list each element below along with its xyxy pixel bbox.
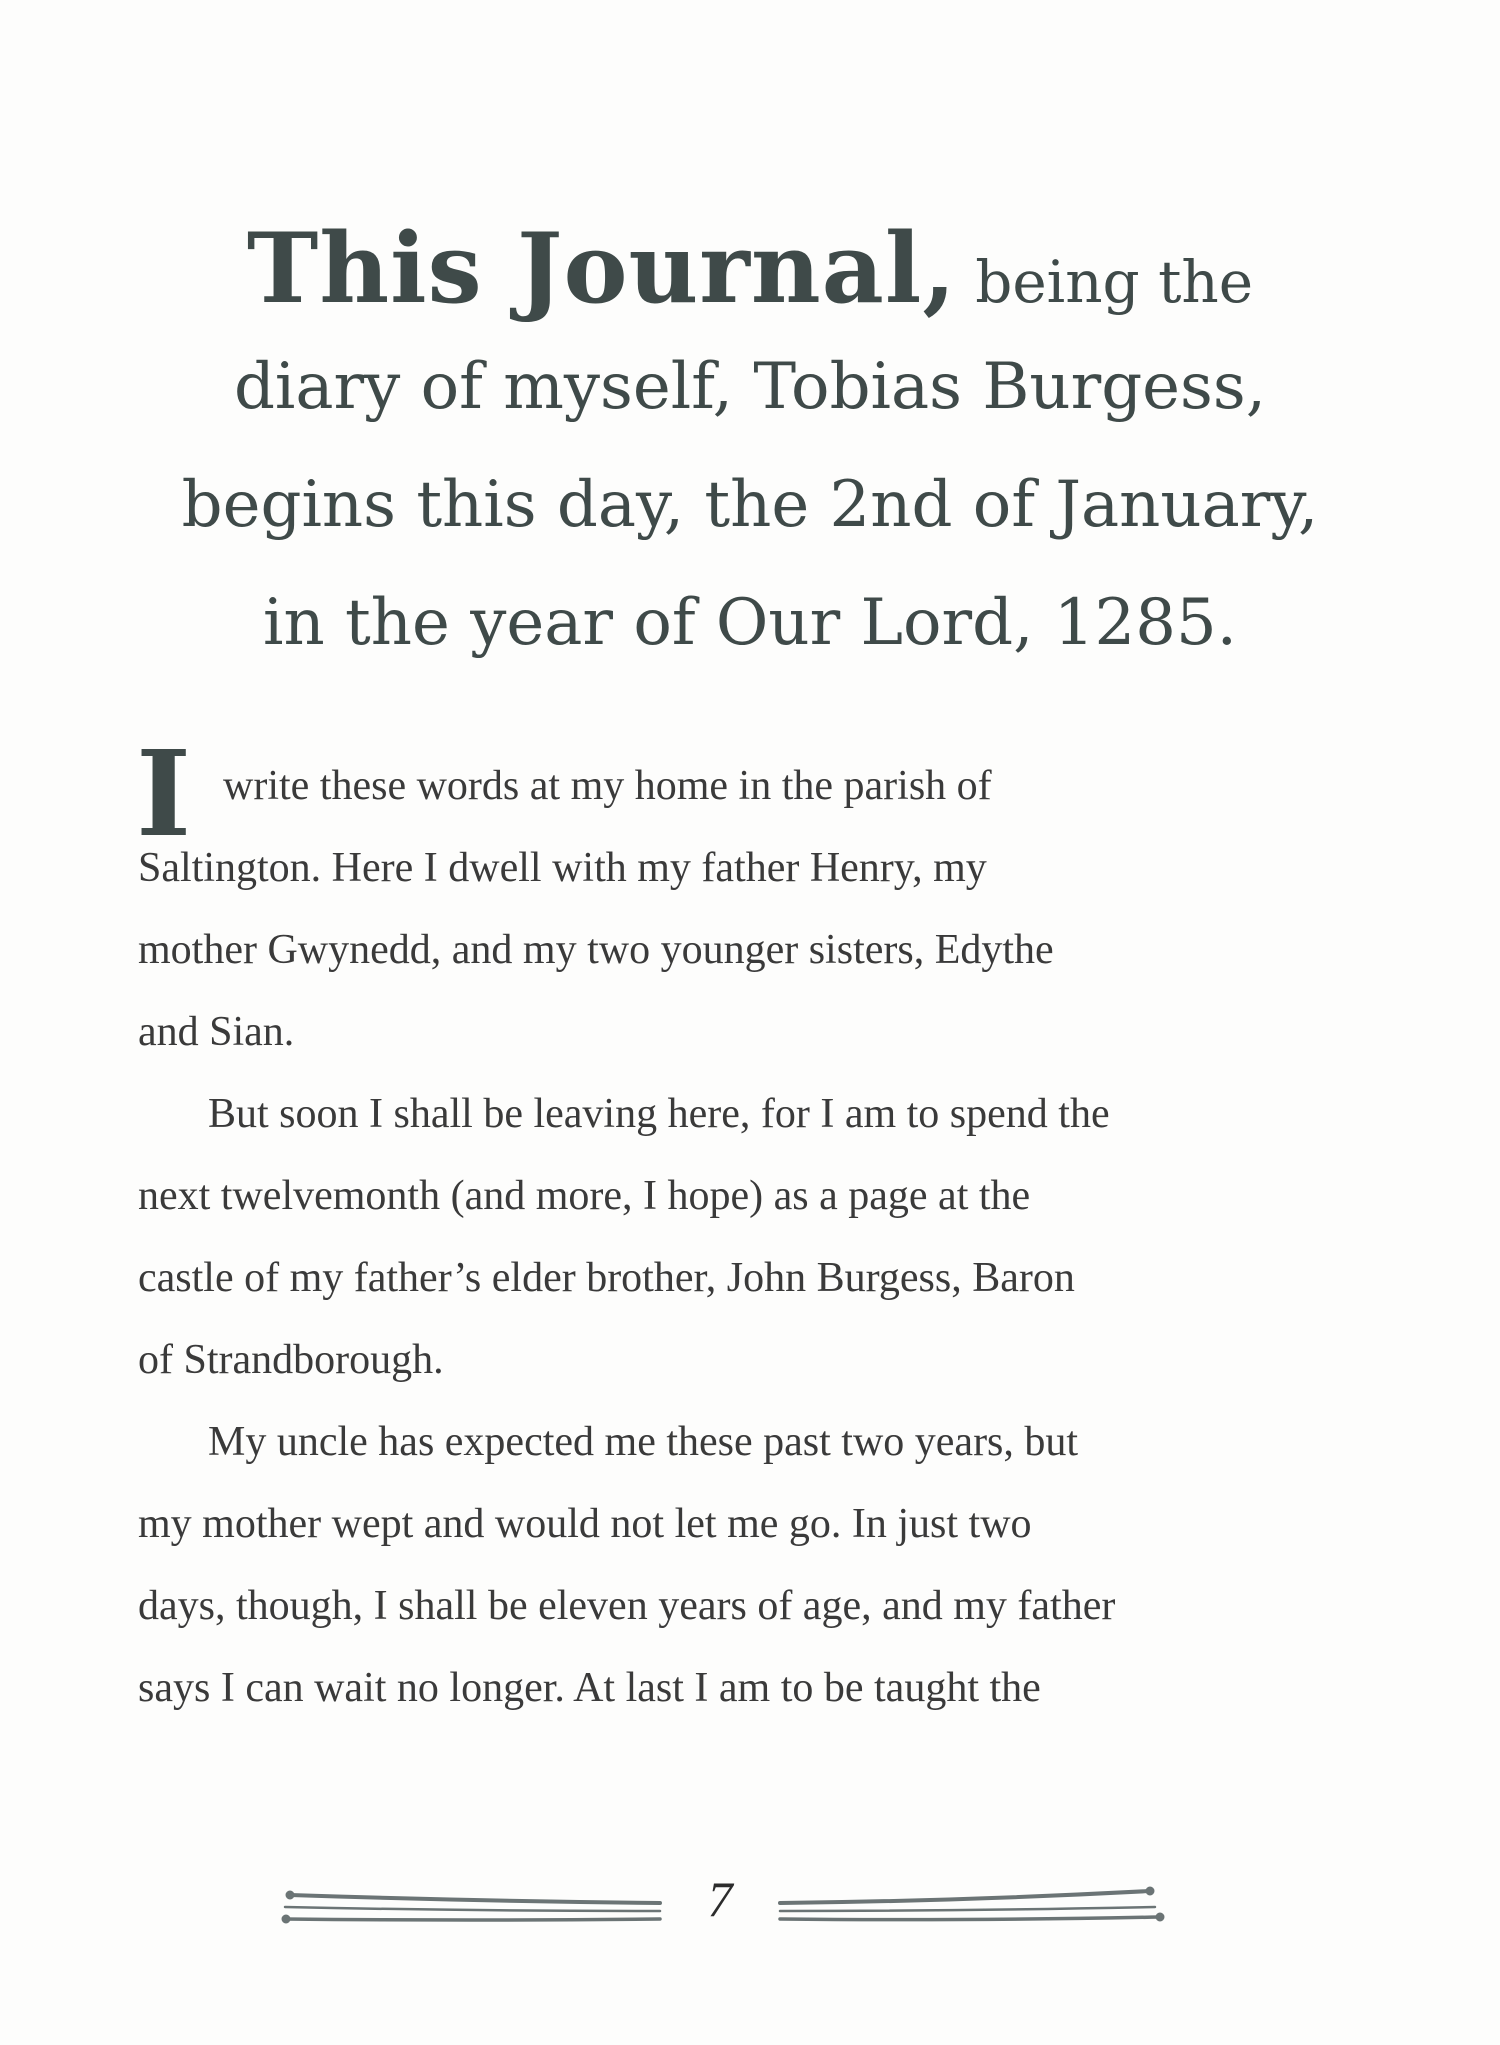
paragraph-line: write these words at my home in the parish of (223, 763, 992, 809)
paragraph-2 (138, 1073, 1338, 1401)
ornament-right-rule (780, 1917, 1160, 1920)
drop-cap: I (136, 724, 192, 863)
journal-body (138, 745, 1338, 1729)
paragraph-line: my mother wept and would not let me go. In just two (138, 1501, 1032, 1547)
paragraph-line: mother Gwynedd, and my two younger sisters, Edythe (138, 927, 1054, 973)
paragraph-line: says I can wait no longer. At last I am to be taught the (138, 1665, 1041, 1711)
paragraph-1 (138, 745, 1338, 1073)
paragraph-line: next twelvemonth (and more, I hope) as a page at the (138, 1173, 1031, 1219)
heading-title: This Journal, (246, 212, 957, 325)
ornament-left-rule (285, 1919, 660, 1920)
paragraph-line: Saltington. Here I dwell with my father Henry, my (138, 845, 987, 891)
paragraph-line: castle of my father’s elder brother, John Burgess, Baron (138, 1255, 1075, 1301)
paragraph-line: days, though, I shall be eleven years of age, and my father (138, 1583, 1116, 1629)
paragraph-line: and Sian. (138, 1009, 295, 1055)
ornament-left-dot (286, 1891, 294, 1899)
heading-line-1 (120, 210, 1380, 328)
ornament-left-rule (285, 1907, 660, 1911)
journal-heading (120, 210, 1380, 682)
paragraph-line: of Strandborough. (138, 1337, 444, 1383)
ornament-right-rule (780, 1907, 1155, 1911)
page-number: 7 (707, 1871, 733, 1927)
ornament-right-dot (1146, 1887, 1154, 1895)
ornament-left-rule (290, 1895, 660, 1903)
heading-line-2: diary of myself, Tobias Burgess, (233, 350, 1267, 424)
paragraph-line: My uncle has expected me these past two years, but (208, 1419, 1079, 1465)
ornament-left-dot (282, 1915, 290, 1923)
heading-line-3: begins this day, the 2nd of January, (181, 468, 1319, 542)
heading-line-4: in the year of Our Lord, 1285. (263, 586, 1237, 660)
ornament-right-dot (1156, 1913, 1164, 1921)
paragraph-3 (138, 1401, 1338, 1729)
paragraph-line: But soon I shall be leaving here, for I am to spend the (208, 1091, 1110, 1137)
ornament-right-rule (780, 1891, 1150, 1903)
heading-line-1-rest: being the (956, 248, 1254, 316)
